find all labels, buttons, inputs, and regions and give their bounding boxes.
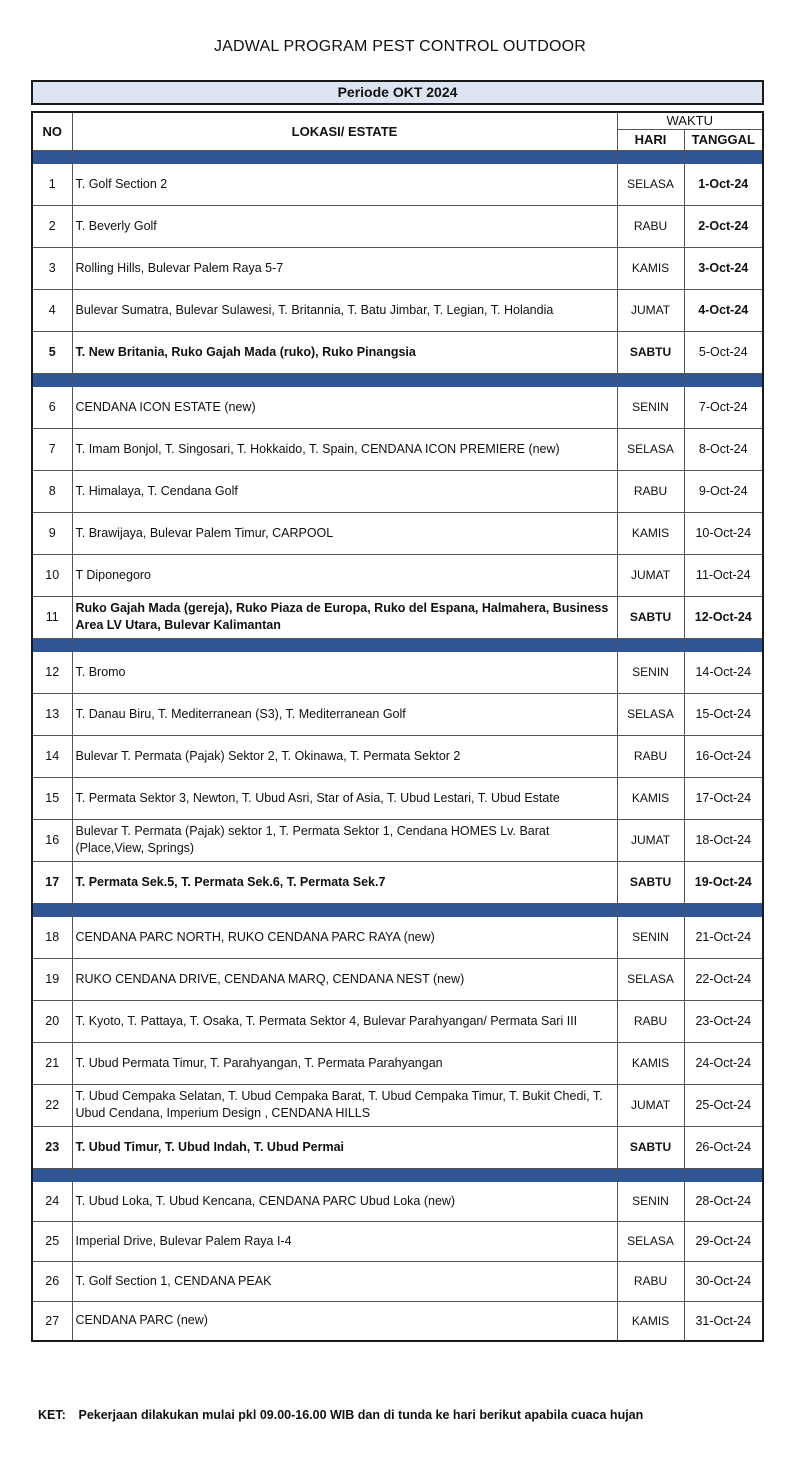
row-lokasi: T. New Britania, Ruko Gajah Mada (ruko), Ruko Pinangsia [72, 331, 617, 373]
row-tanggal: 15-Oct-24 [684, 693, 763, 735]
schedule-body [32, 150, 763, 1341]
row-lokasi: T Diponegoro [72, 554, 617, 596]
table-row [32, 470, 763, 512]
row-hari: JUMAT [617, 819, 684, 861]
table-row [32, 205, 763, 247]
table-row [32, 554, 763, 596]
table-row [32, 1181, 763, 1221]
row-tanggal: 12-Oct-24 [684, 596, 763, 638]
row-hari: RABU [617, 205, 684, 247]
footnote-text: Pekerjaan dilakukan mulai pkl 09.00-16.00 WIB dan di tunda ke hari berikut apabila cuaca hujan [78, 1408, 644, 1422]
table-row [32, 693, 763, 735]
row-hari: SELASA [617, 428, 684, 470]
row-tanggal: 2-Oct-24 [684, 205, 763, 247]
week-separator-cell [72, 150, 617, 163]
row-tanggal: 8-Oct-24 [684, 428, 763, 470]
row-hari: SELASA [617, 1221, 684, 1261]
row-hari: KAMIS [617, 1042, 684, 1084]
row-tanggal: 28-Oct-24 [684, 1181, 763, 1221]
table-row [32, 1000, 763, 1042]
row-lokasi: T. Ubud Permata Timur, T. Parahyangan, T. Permata Parahyangan [72, 1042, 617, 1084]
row-tanggal: 19-Oct-24 [684, 861, 763, 903]
document-title: JADWAL PROGRAM PEST CONTROL OUTDOOR [213, 38, 587, 55]
row-tanggal: 16-Oct-24 [684, 735, 763, 777]
week-separator-cell [32, 373, 72, 386]
week-separator-cell [72, 903, 617, 916]
row-lokasi: T. Danau Biru, T. Mediterranean (S3), T. Mediterranean Golf [72, 693, 617, 735]
row-lokasi: T. Beverly Golf [72, 205, 617, 247]
table-row [32, 512, 763, 554]
table-row [32, 735, 763, 777]
row-tanggal: 14-Oct-24 [684, 651, 763, 693]
footnote [38, 1408, 643, 1422]
row-lokasi: RUKO CENDANA DRIVE, CENDANA MARQ, CENDANA NEST (new) [72, 958, 617, 1000]
row-hari: SABTU [617, 861, 684, 903]
row-hari: RABU [617, 1000, 684, 1042]
row-lokasi: T. Himalaya, T. Cendana Golf [72, 470, 617, 512]
week-separator-cell [684, 150, 763, 163]
row-hari: SABTU [617, 1126, 684, 1168]
row-no: 20 [32, 1000, 72, 1042]
row-tanggal: 24-Oct-24 [684, 1042, 763, 1084]
row-lokasi: T. Kyoto, T. Pattaya, T. Osaka, T. Permata Sektor 4, Bulevar Parahyangan/ Permata Sari III [72, 1000, 617, 1042]
row-tanggal: 30-Oct-24 [684, 1261, 763, 1301]
row-no: 13 [32, 693, 72, 735]
table-row [32, 861, 763, 903]
table-row [32, 163, 763, 205]
table-row [32, 916, 763, 958]
table-row [32, 331, 763, 373]
row-no: 3 [32, 247, 72, 289]
week-separator-cell [617, 638, 684, 651]
row-lokasi: T. Permata Sek.5, T. Permata Sek.6, T. Permata Sek.7 [72, 861, 617, 903]
row-hari: SELASA [617, 163, 684, 205]
week-separator [32, 373, 763, 386]
row-hari: SELASA [617, 693, 684, 735]
table-row [32, 1221, 763, 1261]
row-no: 2 [32, 205, 72, 247]
table-row [32, 1042, 763, 1084]
row-hari: JUMAT [617, 289, 684, 331]
row-hari: SABTU [617, 596, 684, 638]
row-tanggal: 3-Oct-24 [684, 247, 763, 289]
row-hari: KAMIS [617, 777, 684, 819]
row-no: 12 [32, 651, 72, 693]
row-no: 22 [32, 1084, 72, 1126]
week-separator-cell [32, 903, 72, 916]
row-no: 11 [32, 596, 72, 638]
table-row [32, 1261, 763, 1301]
row-tanggal: 5-Oct-24 [684, 331, 763, 373]
week-separator-cell [72, 638, 617, 651]
row-hari: SABTU [617, 331, 684, 373]
col-header-tanggal: TANGGAL [684, 129, 763, 150]
row-no: 8 [32, 470, 72, 512]
week-separator [32, 903, 763, 916]
row-tanggal: 25-Oct-24 [684, 1084, 763, 1126]
col-header-no: NO [32, 112, 72, 150]
row-hari: JUMAT [617, 1084, 684, 1126]
row-lokasi: Bulevar T. Permata (Pajak) Sektor 2, T. Okinawa, T. Permata Sektor 2 [72, 735, 617, 777]
row-tanggal: 7-Oct-24 [684, 386, 763, 428]
table-row [32, 1126, 763, 1168]
week-separator-cell [684, 903, 763, 916]
row-lokasi: Imperial Drive, Bulevar Palem Raya I-4 [72, 1221, 617, 1261]
period-header: Periode OKT 2024 [31, 80, 764, 105]
table-row [32, 819, 763, 861]
row-hari: SENIN [617, 1181, 684, 1221]
col-header-lokasi: LOKASI/ ESTATE [72, 112, 617, 150]
row-hari: KAMIS [617, 247, 684, 289]
week-separator-cell [617, 373, 684, 386]
row-lokasi: T. Brawijaya, Bulevar Palem Timur, CARPOOL [72, 512, 617, 554]
week-separator-cell [32, 1168, 72, 1181]
row-hari: KAMIS [617, 1301, 684, 1341]
row-tanggal: 10-Oct-24 [684, 512, 763, 554]
row-tanggal: 11-Oct-24 [684, 554, 763, 596]
col-header-waktu: WAKTU [617, 112, 763, 129]
row-tanggal: 23-Oct-24 [684, 1000, 763, 1042]
row-lokasi: T. Permata Sektor 3, Newton, T. Ubud Asri, Star of Asia, T. Ubud Lestari, T. Ubud Estate [72, 777, 617, 819]
table-row [32, 247, 763, 289]
row-no: 6 [32, 386, 72, 428]
week-separator [32, 638, 763, 651]
week-separator [32, 150, 763, 163]
table-row [32, 1084, 763, 1126]
row-hari: SELASA [617, 958, 684, 1000]
row-tanggal: 9-Oct-24 [684, 470, 763, 512]
week-separator-cell [72, 373, 617, 386]
row-lokasi: T. Golf Section 1, CENDANA PEAK [72, 1261, 617, 1301]
row-lokasi: Rolling Hills, Bulevar Palem Raya 5-7 [72, 247, 617, 289]
row-lokasi: Bulevar Sumatra, Bulevar Sulawesi, T. Britannia, T. Batu Jimbar, T. Legian, T. Holandia [72, 289, 617, 331]
week-separator [32, 1168, 763, 1181]
row-tanggal: 31-Oct-24 [684, 1301, 763, 1341]
row-lokasi: T. Ubud Loka, T. Ubud Kencana, CENDANA PARC Ubud Loka (new) [72, 1181, 617, 1221]
table-row [32, 596, 763, 638]
row-hari: SENIN [617, 916, 684, 958]
week-separator-cell [684, 373, 763, 386]
row-hari: JUMAT [617, 554, 684, 596]
row-no: 27 [32, 1301, 72, 1341]
footnote-label: KET: [38, 1408, 66, 1422]
table-row [32, 386, 763, 428]
row-no: 24 [32, 1181, 72, 1221]
row-no: 23 [32, 1126, 72, 1168]
table-row [32, 1301, 763, 1341]
week-separator-cell [617, 150, 684, 163]
row-hari: RABU [617, 1261, 684, 1301]
row-no: 15 [32, 777, 72, 819]
week-separator-cell [617, 1168, 684, 1181]
row-tanggal: 29-Oct-24 [684, 1221, 763, 1261]
row-lokasi: Bulevar T. Permata (Pajak) sektor 1, T. Permata Sektor 1, Cendana HOMES Lv. Barat (Place,View, Springs) [72, 819, 617, 861]
row-no: 7 [32, 428, 72, 470]
table-row [32, 958, 763, 1000]
schedule-table [31, 111, 764, 1342]
row-tanggal: 21-Oct-24 [684, 916, 763, 958]
row-lokasi: Ruko Gajah Mada (gereja), Ruko Piaza de Europa, Ruko del Espana, Halmahera, Business Area LV Utara, Bulevar Kalimantan [72, 596, 617, 638]
row-tanggal: 18-Oct-24 [684, 819, 763, 861]
table-row [32, 777, 763, 819]
row-lokasi: CENDANA ICON ESTATE (new) [72, 386, 617, 428]
table-row [32, 428, 763, 470]
row-hari: RABU [617, 470, 684, 512]
row-lokasi: T. Ubud Timur, T. Ubud Indah, T. Ubud Permai [72, 1126, 617, 1168]
row-no: 14 [32, 735, 72, 777]
table-row [32, 651, 763, 693]
row-hari: KAMIS [617, 512, 684, 554]
row-tanggal: 4-Oct-24 [684, 289, 763, 331]
row-no: 21 [32, 1042, 72, 1084]
col-header-hari: HARI [617, 129, 684, 150]
row-tanggal: 1-Oct-24 [684, 163, 763, 205]
row-no: 9 [32, 512, 72, 554]
week-separator-cell [32, 638, 72, 651]
row-lokasi: T. Bromo [72, 651, 617, 693]
row-hari: SENIN [617, 651, 684, 693]
week-separator-cell [72, 1168, 617, 1181]
row-tanggal: 22-Oct-24 [684, 958, 763, 1000]
table-row [32, 289, 763, 331]
row-hari: RABU [617, 735, 684, 777]
row-tanggal: 26-Oct-24 [684, 1126, 763, 1168]
row-no: 16 [32, 819, 72, 861]
row-no: 5 [32, 331, 72, 373]
week-separator-cell [32, 150, 72, 163]
row-lokasi: CENDANA PARC (new) [72, 1301, 617, 1341]
row-no: 18 [32, 916, 72, 958]
week-separator-cell [617, 903, 684, 916]
row-tanggal: 17-Oct-24 [684, 777, 763, 819]
row-lokasi: CENDANA PARC NORTH, RUKO CENDANA PARC RAYA (new) [72, 916, 617, 958]
week-separator-cell [684, 638, 763, 651]
row-lokasi: T. Imam Bonjol, T. Singosari, T. Hokkaido, T. Spain, CENDANA ICON PREMIERE (new) [72, 428, 617, 470]
row-no: 4 [32, 289, 72, 331]
row-no: 10 [32, 554, 72, 596]
row-no: 26 [32, 1261, 72, 1301]
row-no: 17 [32, 861, 72, 903]
row-no: 1 [32, 163, 72, 205]
row-no: 19 [32, 958, 72, 1000]
week-separator-cell [684, 1168, 763, 1181]
row-lokasi: T. Golf Section 2 [72, 163, 617, 205]
row-lokasi: T. Ubud Cempaka Selatan, T. Ubud Cempaka Barat, T. Ubud Cempaka Timur, T. Bukit Chedi, T. Ubud Cendana, Imperium Design , CENDANA HILLS [72, 1084, 617, 1126]
row-hari: SENIN [617, 386, 684, 428]
row-no: 25 [32, 1221, 72, 1261]
